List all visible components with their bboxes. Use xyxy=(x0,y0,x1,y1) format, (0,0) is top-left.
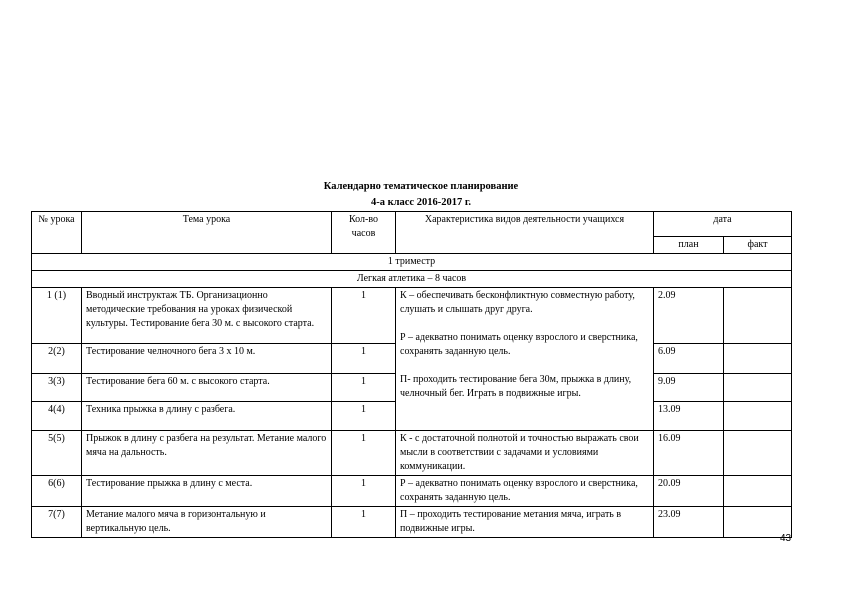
characteristics-cell: П – проходить тестирование метания мяча, играть в подвижные игры. xyxy=(396,507,654,538)
lesson-topic: Вводный инструктаж ТБ. Организационно методические требования на уроках физической культуры. Тестирование бега 30 м. с высокого старта. xyxy=(82,288,332,344)
lesson-topic: Прыжок в длину с разбега на результат. Метание малого мяча на дальность. xyxy=(82,431,332,476)
header-topic: Тема урока xyxy=(82,212,332,254)
fact-date xyxy=(724,288,792,344)
fact-date xyxy=(724,476,792,507)
lesson-number: 2(2) xyxy=(32,344,82,374)
trimester-label: 1 триместр xyxy=(32,254,792,271)
section-row xyxy=(32,271,792,288)
lesson-topic: Техника прыжка в длину с разбега. xyxy=(82,402,332,431)
header-row xyxy=(32,212,792,237)
lesson-number: 3(3) xyxy=(32,374,82,402)
plan-date: 2.09 xyxy=(654,288,724,344)
characteristics-text: П- проходить тестирование бега 30м, прыжка в длину, челночный бег. Играть в подвижные игры. xyxy=(400,374,632,399)
header-fact: факт xyxy=(724,237,792,254)
lesson-hours: 1 xyxy=(332,344,396,374)
plan-date: 23.09 xyxy=(654,507,724,538)
planning-table xyxy=(31,211,792,538)
page-number: 43 xyxy=(780,533,792,544)
lesson-topic: Тестирование челночного бега 3 х 10 м. xyxy=(82,344,332,374)
lesson-hours: 1 xyxy=(332,431,396,476)
plan-date: 16.09 xyxy=(654,431,724,476)
header-plan: план xyxy=(654,237,724,254)
lesson-number: 7(7) xyxy=(32,507,82,538)
header-lesson-no: № урока xyxy=(32,212,82,254)
trimester-row xyxy=(32,254,792,271)
lesson-hours: 1 xyxy=(332,288,396,344)
document-subtitle: 4-а класс 2016-2017 г. xyxy=(370,197,472,208)
table-row xyxy=(32,431,792,476)
fact-date xyxy=(724,402,792,431)
document-title: Календарно тематическое планирование xyxy=(323,181,519,192)
header-characteristics: Характеристика видов деятельности учащихся xyxy=(396,212,654,254)
section-label: Легкая атлетика – 8 часов xyxy=(32,271,792,288)
fact-date xyxy=(724,374,792,402)
plan-date: 9.09 xyxy=(654,374,724,402)
lesson-topic: Тестирование прыжка в длину с места. xyxy=(82,476,332,507)
plan-date: 20.09 xyxy=(654,476,724,507)
lesson-number: 1 (1) xyxy=(32,288,82,344)
lesson-number: 5(5) xyxy=(32,431,82,476)
lesson-number: 4(4) xyxy=(32,402,82,431)
lesson-topic: Метание малого мяча в горизонтальную и вертикальную цель. xyxy=(82,507,332,538)
characteristics-text: Р – адекватно понимать оценку взрослого и сверстника, сохранять заданную цель. xyxy=(400,332,638,357)
lesson-hours: 1 xyxy=(332,374,396,402)
characteristics-cell: Р – адекватно понимать оценку взрослого и сверстника, сохранять заданную цель. xyxy=(396,476,654,507)
plan-date: 13.09 xyxy=(654,402,724,431)
characteristics-cell xyxy=(396,288,654,431)
table-row xyxy=(32,288,792,344)
header-date: дата xyxy=(654,212,792,237)
fact-date xyxy=(724,431,792,476)
characteristics-cell: К - с достаточной полнотой и точностью выражать свои мысли в соответствии с задачами и условиями коммуникации. xyxy=(396,431,654,476)
table-row xyxy=(32,476,792,507)
table-row xyxy=(32,507,792,538)
characteristics-text: К – обеспечивать бесконфликтную совместную работу, слушать и слышать друг друга. xyxy=(400,290,635,315)
header-hours: Кол-во часов xyxy=(332,212,396,254)
lesson-number: 6(6) xyxy=(32,476,82,507)
lesson-hours: 1 xyxy=(332,402,396,431)
fact-date xyxy=(724,344,792,374)
plan-date: 6.09 xyxy=(654,344,724,374)
lesson-topic: Тестирование бега 60 м. с высокого старта. xyxy=(82,374,332,402)
lesson-hours: 1 xyxy=(332,507,396,538)
lesson-hours: 1 xyxy=(332,476,396,507)
